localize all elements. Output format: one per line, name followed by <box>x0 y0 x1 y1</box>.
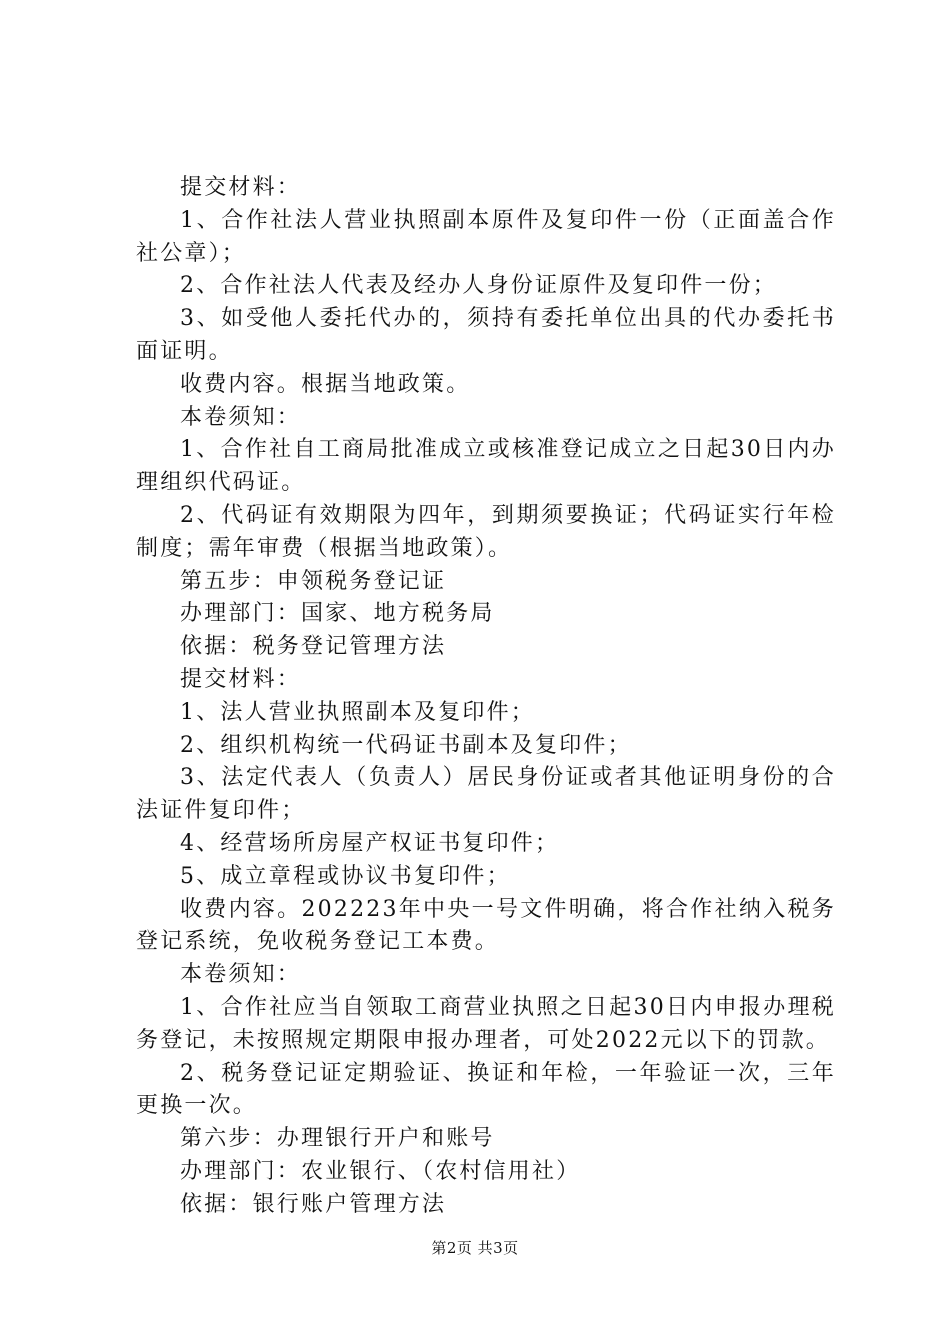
paragraph: 1、合作社应当自领取工商营业执照之日起30日内申报办理税务登记，未按照规定期限申报办理者，可处2022元以下的罚款。 <box>136 994 836 1053</box>
paragraph: 办理部门：国家、地方税务局 <box>180 601 495 627</box>
paragraph: 5、成立章程或协议书复印件； <box>180 863 511 889</box>
paragraph: 4、经营场所房屋产权证书复印件； <box>180 830 560 856</box>
paragraph: 本卷须知： <box>180 962 302 988</box>
paragraph: 本卷须知： <box>180 404 302 430</box>
paragraph: 依据：银行账户管理方法 <box>180 1191 447 1217</box>
paragraph: 2、税务登记证定期验证、换证和年检，一年验证一次，三年更换一次。 <box>136 1060 836 1119</box>
paragraph: 提交材料： <box>180 666 302 692</box>
paragraph: 1、法人营业执照副本及复印件； <box>180 699 535 725</box>
paragraph: 1、合作社法人营业执照副本原件及复印件一份（正面盖合作社公章）； <box>136 207 836 266</box>
paragraph: 收费内容。根据当地政策。 <box>180 371 471 397</box>
paragraph: 2、合作社法人代表及经办人身份证原件及复印件一份； <box>180 273 777 299</box>
paragraph: 3、如受他人委托代办的，须持有委托单位出具的代办委托书面证明。 <box>136 306 836 364</box>
paragraph: 收费内容。202223年中央一号文件明确，将合作社纳入税务登记系统，免收税务登记工本费。 <box>136 896 836 955</box>
paragraph: 提交材料： <box>180 175 302 200</box>
paragraph: 依据：税务登记管理方法 <box>180 634 447 660</box>
paragraph: 2、代码证有效期限为四年，到期须要换证；代码证实行年检制度；需年审费（根据当地政策）。 <box>136 502 836 561</box>
paragraph: 2、组织机构统一代码证书副本及复印件； <box>180 732 632 758</box>
section-heading: 第六步：办理银行开户和账号 <box>180 1126 495 1152</box>
paragraph: 3、法定代表人（负责人）居民身份证或者其他证明身份的合法证件复印件； <box>136 765 836 824</box>
page-number-footer: 第2页 共3页 <box>431 1239 519 1257</box>
document-body <box>136 172 836 1222</box>
paragraph: 1、合作社自工商局批准成立或核准登记成立之日起30日内办理组织代码证。 <box>136 437 836 496</box>
paragraph: 办理部门：农业银行、（农村信用社） <box>180 1158 581 1184</box>
section-heading: 第五步：申领税务登记证 <box>180 568 447 594</box>
